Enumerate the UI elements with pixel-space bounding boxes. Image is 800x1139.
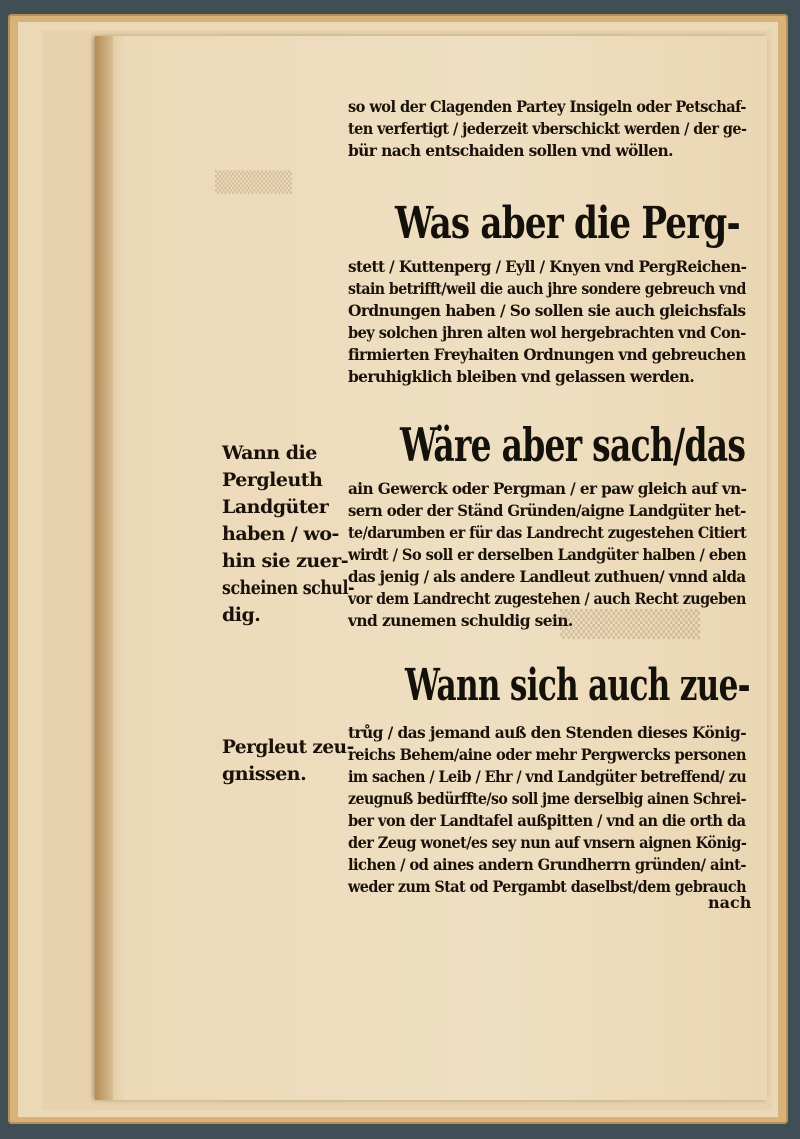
margin-note-1 — [222, 440, 355, 629]
text-line: wirdt / So soll er derselben Landgüter halben / eben — [348, 545, 747, 564]
text-line: bür nach entschaiden sollen vnd wöllen. — [348, 141, 673, 160]
section-heading-3: Wann sich auch zue- — [405, 660, 750, 711]
section-heading-2: Wäre aber sach/das — [400, 418, 746, 472]
page-gutter — [95, 36, 113, 1100]
text-line: ber von der Landtafel außpitten / vnd an die orth da — [348, 811, 746, 830]
text-line: stain betrifft/weil die auch jhre sondere gebreuch vnd — [348, 279, 746, 298]
text-line: beruhigklich bleiben vnd gelassen werden. — [348, 367, 695, 386]
text-line: Ordnungen haben / So sollen sie auch gleichsfals — [348, 301, 746, 320]
text-line: ten verfertigt / jederzeit vberschickt werden / der ge- — [348, 119, 747, 138]
catchword: nach — [708, 893, 752, 912]
margin-line: Pergleuth — [222, 469, 323, 491]
text-line: so wol der Clagenden Partey Insigeln oder Petschaf- — [348, 97, 746, 116]
text-block-2 — [348, 256, 748, 388]
text-line: stett / Kuttenperg / Eyll / Knyen vnd PergReichen- — [348, 257, 747, 276]
margin-note-2 — [222, 734, 352, 788]
margin-line: dig. — [222, 604, 261, 626]
text-line: vor dem Landrecht zugestehen / auch Recht zugeben — [348, 589, 746, 608]
text-line: das jenig / als andere Landleut zuthuen/ vnnd alda — [348, 567, 746, 586]
text-line: sern oder der Ständ Gründen/aigne Landgüter het- — [348, 501, 746, 520]
margin-line: scheinen schul- — [222, 577, 355, 599]
text-line: weder zum Stat od Pergambt daselbst/dem gebrauch — [348, 877, 746, 896]
margin-line: Pergleut zeu- — [222, 736, 354, 758]
text-line: bey solchen jhren alten wol hergebrachten vnd Con- — [348, 323, 746, 342]
text-line: lichen / od aines andern Grundherrn gründen/ aint- — [348, 855, 746, 874]
show-through-mid: ▒▒▒▒▒▒▒ — [560, 610, 700, 640]
text-line: ain Gewerck oder Pergman / er paw gleich auf vn- — [348, 479, 747, 498]
show-through-left: ▒▒▒▒▒ — [215, 170, 292, 194]
margin-line: gnissen. — [222, 763, 307, 785]
text-line: firmierten Freyhaiten Ordnungen vnd gebreuchen — [348, 345, 746, 364]
text-line: vnd zunemen schuldig sein. — [348, 611, 573, 630]
text-line: trůg / das jemand auß den Stenden dieses König- — [348, 723, 747, 742]
text-block-1 — [348, 96, 748, 162]
text-line: reichs Behem/aine oder mehr Pergwercks personen — [348, 745, 746, 764]
section-heading-1: Was aber die Perg- — [395, 198, 740, 249]
margin-line: Wann die — [222, 442, 317, 464]
text-line: im sachen / Leib / Ehr / vnd Landgüter betreffend/ zu — [348, 767, 747, 786]
text-block-3 — [348, 478, 748, 632]
text-line: zeugnuß bedürffte/so soll jme derselbig ainen Schrei- — [348, 789, 746, 808]
text-line: der Zeug wonet/es sey nun auf vnsern aignen König- — [348, 833, 747, 852]
text-block-4 — [348, 722, 748, 898]
margin-line: Landgüter — [222, 496, 329, 518]
margin-line: haben / wo- — [222, 523, 339, 545]
margin-line: hin sie zuer- — [222, 550, 349, 572]
text-line: te/darumben er für das Landrecht zugestehen Citiert — [348, 523, 747, 542]
